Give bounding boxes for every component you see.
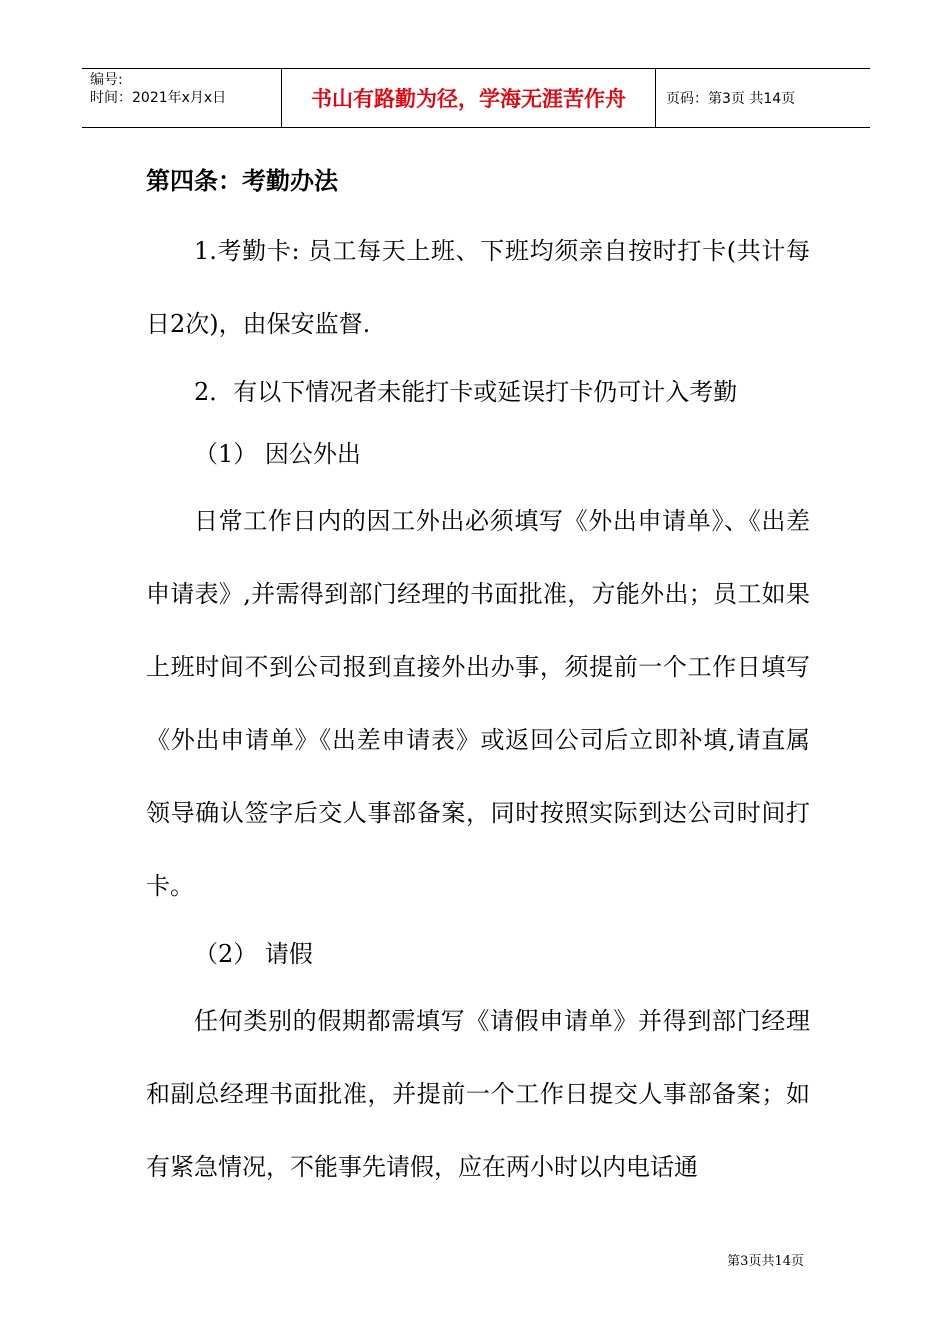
header-page-info: 页码：第3页 共14页 <box>666 91 796 107</box>
page-header <box>82 68 870 128</box>
paragraph-4: 任何类别的假期都需填写《请假申请单》并得到部门经理和副总经理书面批准，并提前一个工作日提交人事部备案；如有紧急情况，不能事先请假，应在两小时以内电话通 <box>146 1007 810 1181</box>
page-footer: 第3页共14页 <box>727 1254 804 1269</box>
subheading-2: （2） 请假 <box>194 940 313 968</box>
document-body <box>146 155 810 1204</box>
paragraph-2: 2．有以下情况者未能打卡或延误打卡仍可计入考勤 <box>194 378 738 406</box>
paragraph-1: 1.考勤卡: 员工每天上班、下班均须亲自按时打卡(共计每日2次)，由保安监督. <box>146 237 810 338</box>
subheading-1: （1） 因公外出 <box>194 440 361 468</box>
header-motto: 书山有路勤为径，学海无涯苦作舟 <box>282 69 656 127</box>
time-text: 时间：2021年x月x日 <box>90 90 227 106</box>
header-meta <box>82 69 282 127</box>
serial-label: 编号: <box>90 72 123 88</box>
section-heading: 第四条：考勤办法 <box>146 167 338 195</box>
paragraph-3: 日常工作日内的因工外出必须填写《外出申请单》、《出差申请表》,并需得到部门经理的书面批准，方能外出；员工如果上班时间不到公司报到直接外出办事，须提前一个工作日填写《外出申请单》《出差申请表》或返回公司后立即补填,请直属领导确认签字后交人事部备案，同时按照实际到达公司时间打卡。 <box>146 507 810 900</box>
